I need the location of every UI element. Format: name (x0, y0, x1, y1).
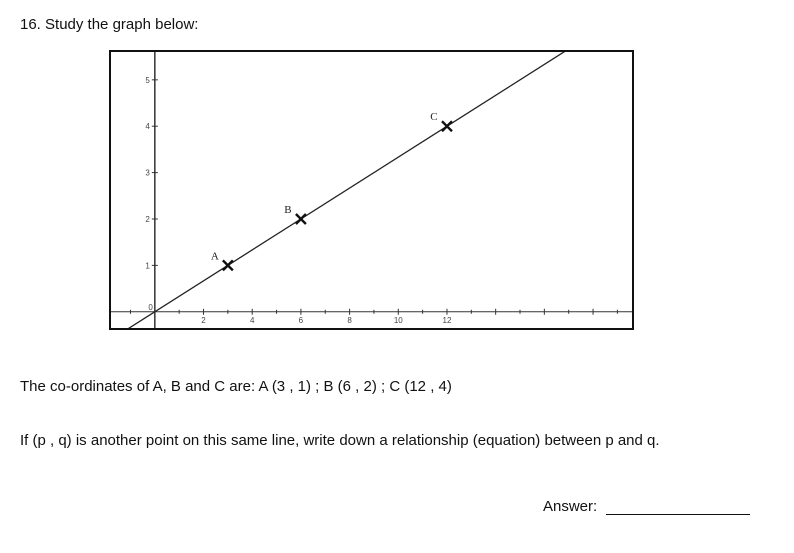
point-b-label: B (284, 203, 292, 216)
x-tick-label: 4 (249, 315, 255, 325)
x-tick-label: 10 (393, 315, 403, 325)
relationship-question: If (p , q) is another point on this same line, write down a relationship (equation) between p and q. (20, 432, 660, 449)
x-tick-label: 12 (442, 315, 452, 325)
x-tick-label: 2 (201, 315, 206, 325)
point-a-marker (223, 260, 233, 270)
point-a-label: A (210, 250, 219, 263)
point-b-marker (296, 214, 306, 224)
y-tick-label: 5 (145, 75, 150, 85)
x-tick-label: 8 (347, 315, 352, 325)
line-graph (111, 52, 632, 328)
y-tick-label: 1 (145, 261, 150, 271)
y-tick-label: 3 (145, 168, 150, 178)
answer-label: Answer: (543, 498, 598, 515)
question-title: 16. Study the graph below: (20, 16, 199, 33)
point-c-label: C (430, 111, 438, 124)
y-tick-label: 4 (145, 122, 150, 132)
point-c-marker (442, 121, 452, 131)
answer-input-line[interactable] (606, 514, 750, 515)
series-line (111, 52, 632, 328)
coordinates-text: The co-ordinates of A, B and C are: A (3 , 1) ; B (6 , 2) ; C (12 , 4) (20, 378, 452, 395)
x-tick-label: 6 (298, 315, 304, 325)
graph-frame (109, 50, 634, 330)
y-tick-label: 2 (145, 214, 150, 224)
origin-label: 0 (148, 302, 153, 312)
